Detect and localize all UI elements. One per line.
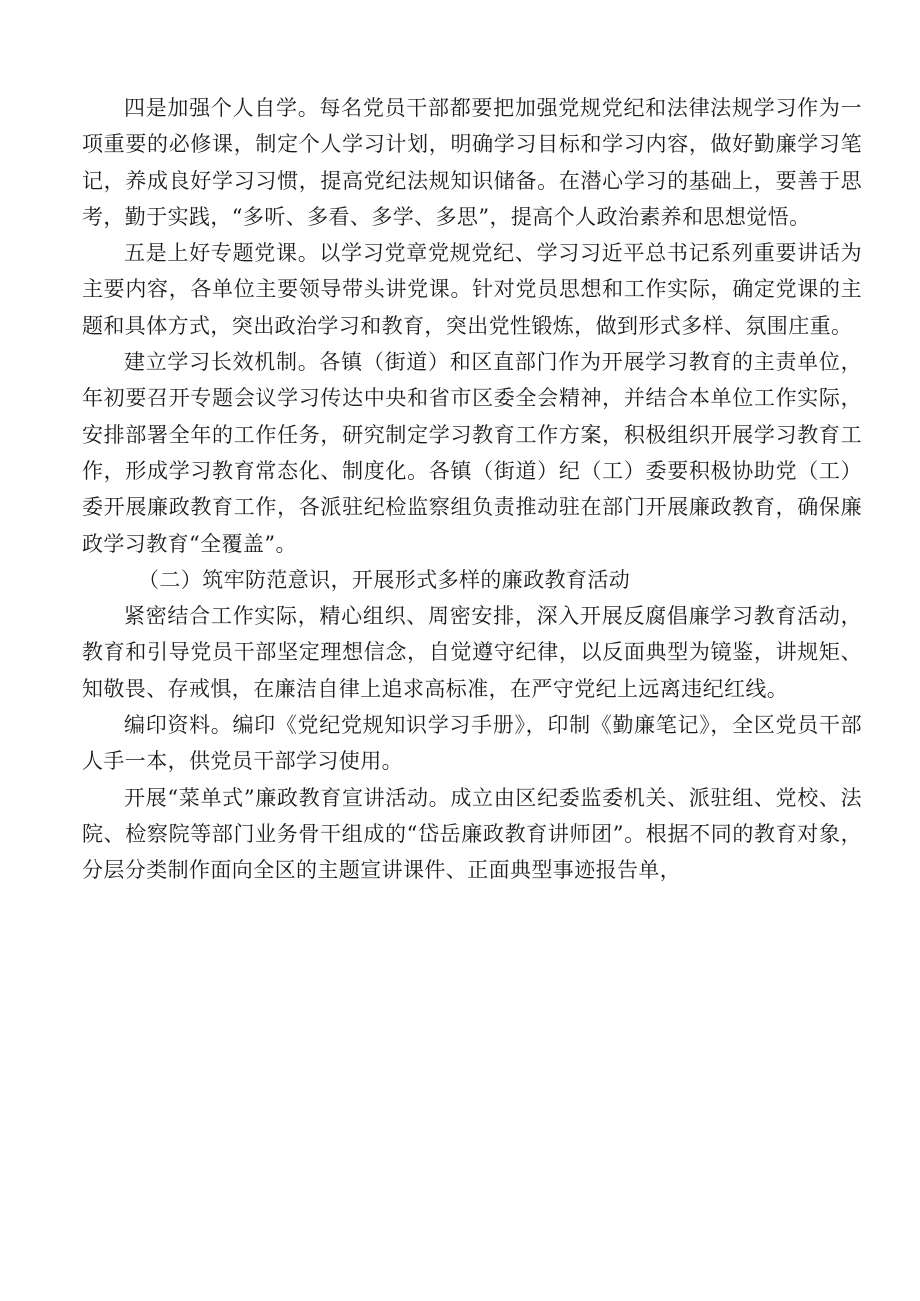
document-body [82,90,862,889]
paragraph-party-lecture: 五是上好专题党课。以学习党章党规党纪、学习习近平总书记系列重要讲话为主要内容，各单位主要领导带头讲党课。针对党员思想和工作实际，确定党课的主题和具体方式，突出政治学习和教育，突出党性锻炼，做到形式多样、氛围庄重。 [82,241,862,338]
paragraph-education-activities: 紧密结合工作实际，精心组织、周密安排，深入开展反腐倡廉学习教育活动，教育和引导党员干部坚定理想信念，自觉遵守纪律，以反面典型为镜鉴，讲规矩、知敬畏、存戒惧，在廉洁自律上追求高标准，在严守党纪上远离违纪红线。 [82,604,862,701]
paragraph-personal-study: 四是加强个人自学。每名党员干部都要把加强党规党纪和法律法规学习作为一项重要的必修课，制定个人学习计划，明确学习目标和学习内容，做好勤廉学习笔记，养成良好学习习惯，提高党纪法规知识储备。在潜心学习的基础上，要善于思考，勤于实践，“多听、多看、多学、多思”，提高个人政治素养和思想觉悟。 [82,96,862,229]
paragraph-study-mechanism: 建立学习长效机制。各镇（街道）和区直部门作为开展学习教育的主责单位，年初要召开专题会议学习传达中央和省市区委全会精神，并结合本单位工作实际，安排部署全年的工作任务，研究制定学习教育工作方案，积极组织开展学习教育工作，形成学习教育常态化、制度化。各镇（街道）纪（工）委要积极协助党（工）委开展廉政教育工作，各派驻纪检监察组负责推动驻在部门开展廉政教育，确保廉政学习教育“全覆盖”。 [82,350,862,556]
paragraph-menu-lectures: 开展“菜单式”廉政教育宣讲活动。成立由区纪委监委机关、派驻组、党校、法院、检察院等部门业务骨干组成的“岱岳廉政教育讲师团”。根据不同的教育对象，分层分类制作面向全区的主题宣讲课件、正面典型事迹报告单， [82,785,862,883]
section-heading: （二）筑牢防范意识，开展形式多样的廉政教育活动 [138,567,631,592]
paragraph-printed-materials: 编印资料。编印《党纪党规知识学习手册》，印制《勤廉笔记》，全区党员干部人手一本，供党员干部学习使用。 [82,713,862,774]
